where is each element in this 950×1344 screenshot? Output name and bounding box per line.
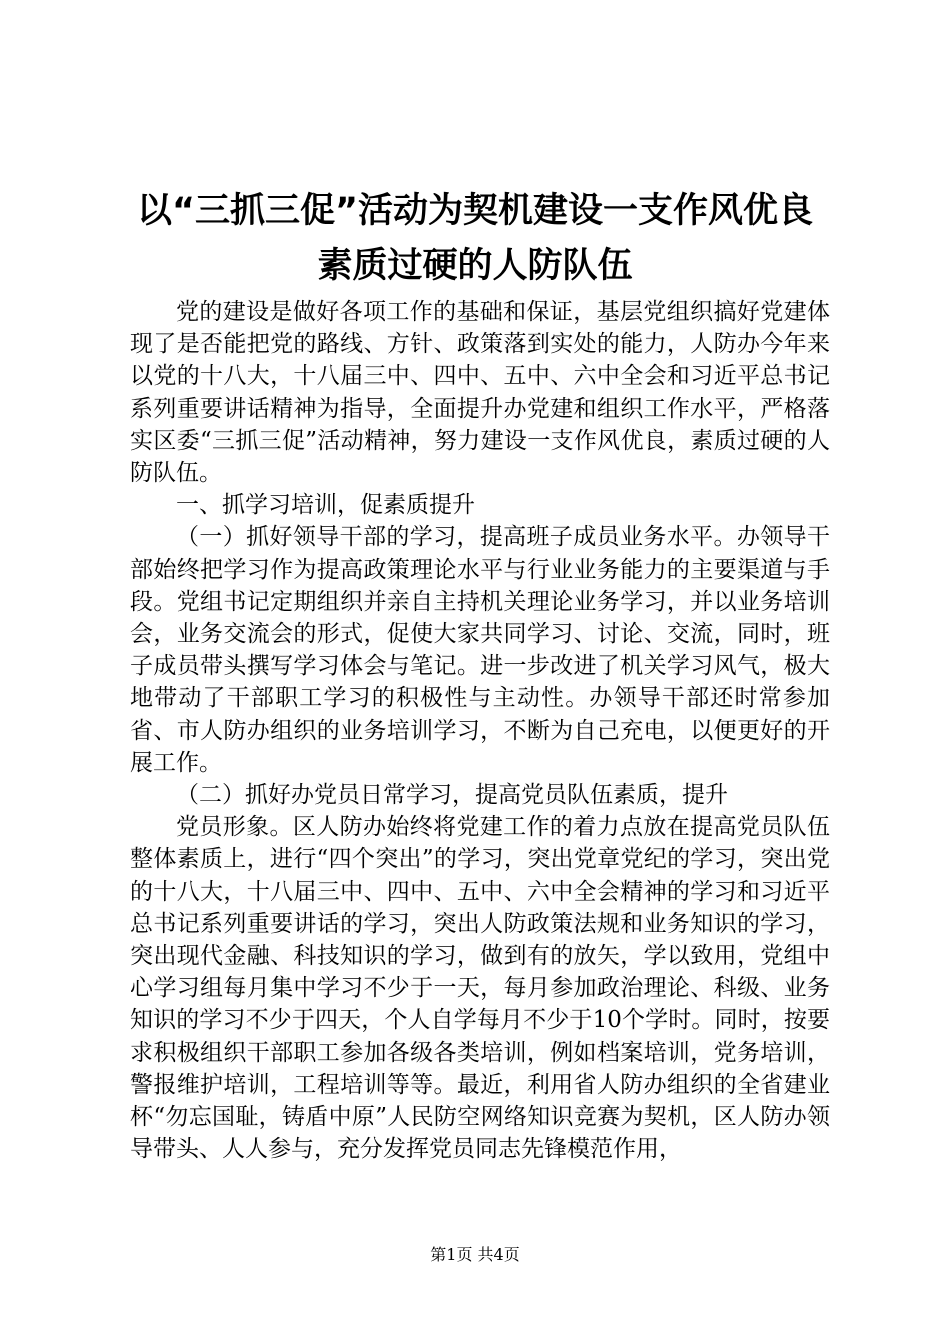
document-body [130, 296, 830, 1165]
subsection-heading-2: （二）抓好办党员日常学习，提高党员队伍素质，提升 [176, 782, 728, 809]
body-paragraph-subsection-1: （一）抓好领导干部的学习，提高班子成员业务水平。办领导干部始终把学习作为提高政策理论水平与行业业务能力的主要渠道与手段。党组书记定期组织并亲自主持机关理论业务学习，并以业务培训会，业务交流会的形式，促使大家共同学习、讨论、交流，同时，班子成员带头撰写学习体会与笔记。进一步改进了机关学习风气，极大地带动了干部职工学习的积极性与主动性。办领导干部还时常参加省、市人防办组织的业务培训学习，不断为自己充电，以便更好的开展工作。 [130, 524, 830, 776]
body-paragraph-intro: 党的建设是做好各项工作的基础和保证，基层党组织搞好党建体现了是否能把党的路线、方针、政策落到实处的能力，人防办今年来以党的十八大，十八届三中、四中、五中、六中全会和习近平总书记系列重要讲话精神为指导，全面提升办党建和组织工作水平，严格落实区委“三抓三促”活动精神，努力建设一支作风优良，素质过硬的人防队伍。 [130, 299, 830, 487]
page-footer: 第1页 共4页 [430, 1245, 520, 1264]
section-heading-1: 一、抓学习培训，促素质提升 [176, 492, 475, 519]
document-title-line-1: 以“三抓三促”活动为契机建设一支作风优良 [136, 191, 813, 231]
document-title-line-2: 素质过硬的人防队伍 [317, 246, 633, 286]
body-paragraph-subsection-2: 党员形象。区人防办始终将党建工作的着力点放在提高党员队伍整体素质上，进行“四个突出”的学习，突出党章党纪的学习，突出党的十八大，十八届三中、四中、五中、六中全会精神的学习和习近平总书记系列重要讲话的学习，突出人防政策法规和业务知识的学习，突出现代金融、科技知识的学习，做到有的放矢，学以致用，党组中心学习组每月集中学习不少于一天，每月参加政治理论、科级、业务知识的学习不少于四天，个人自学每月不少于10个学时。同时，按要求积极组织干部职工参加各级各类培训，例如档案培训，党务培训，警报维护培训，工程培训等等。最近，利用省人防办组织的全省建业杯“勿忘国耻，铸盾中原”人民防空网络知识竞赛为契机，区人防办领导带头、人人参与，充分发挥党员同志先锋模范作用， [130, 814, 830, 1163]
